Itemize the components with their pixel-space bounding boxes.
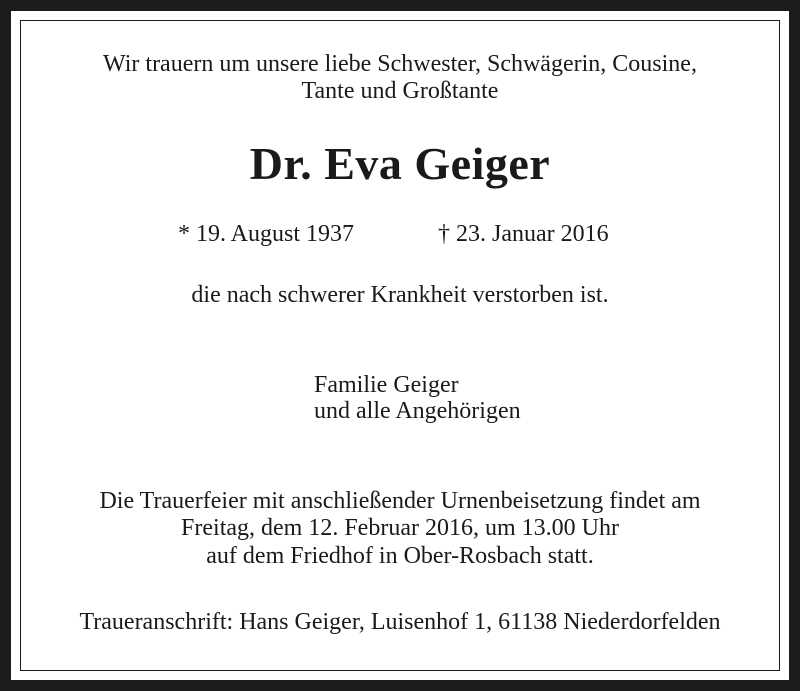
inner-border [20, 20, 780, 671]
intro-line-1: Wir trauern um unsere liebe Schwester, Schwägerin, Cousine, [103, 51, 697, 77]
death-date: † 23. Januar 2016 [438, 221, 609, 247]
ceremony-line-1: Die Trauerfeier mit anschließender Urnenbeisetzung findet am [99, 488, 701, 514]
mourning-address: Traueranschrift: Hans Geiger, Luisenhof 1, 61138 Niederdorfelden [79, 609, 721, 635]
family-line-1: Familie Geiger [314, 372, 459, 398]
intro-line-2: Tante und Großtante [301, 78, 499, 104]
ceremony-line-2: Freitag, dem 12. Februar 2016, um 13.00 Uhr [181, 515, 619, 541]
birth-date: * 19. August 1937 [178, 221, 355, 247]
deceased-name: Dr. Eva Geiger [249, 138, 551, 189]
cause-text: die nach schwerer Krankheit verstorben ist. [191, 282, 609, 308]
ceremony-line-3: auf dem Friedhof in Ober-Rosbach statt. [206, 543, 594, 569]
family-line-2: und alle Angehörigen [314, 398, 521, 424]
